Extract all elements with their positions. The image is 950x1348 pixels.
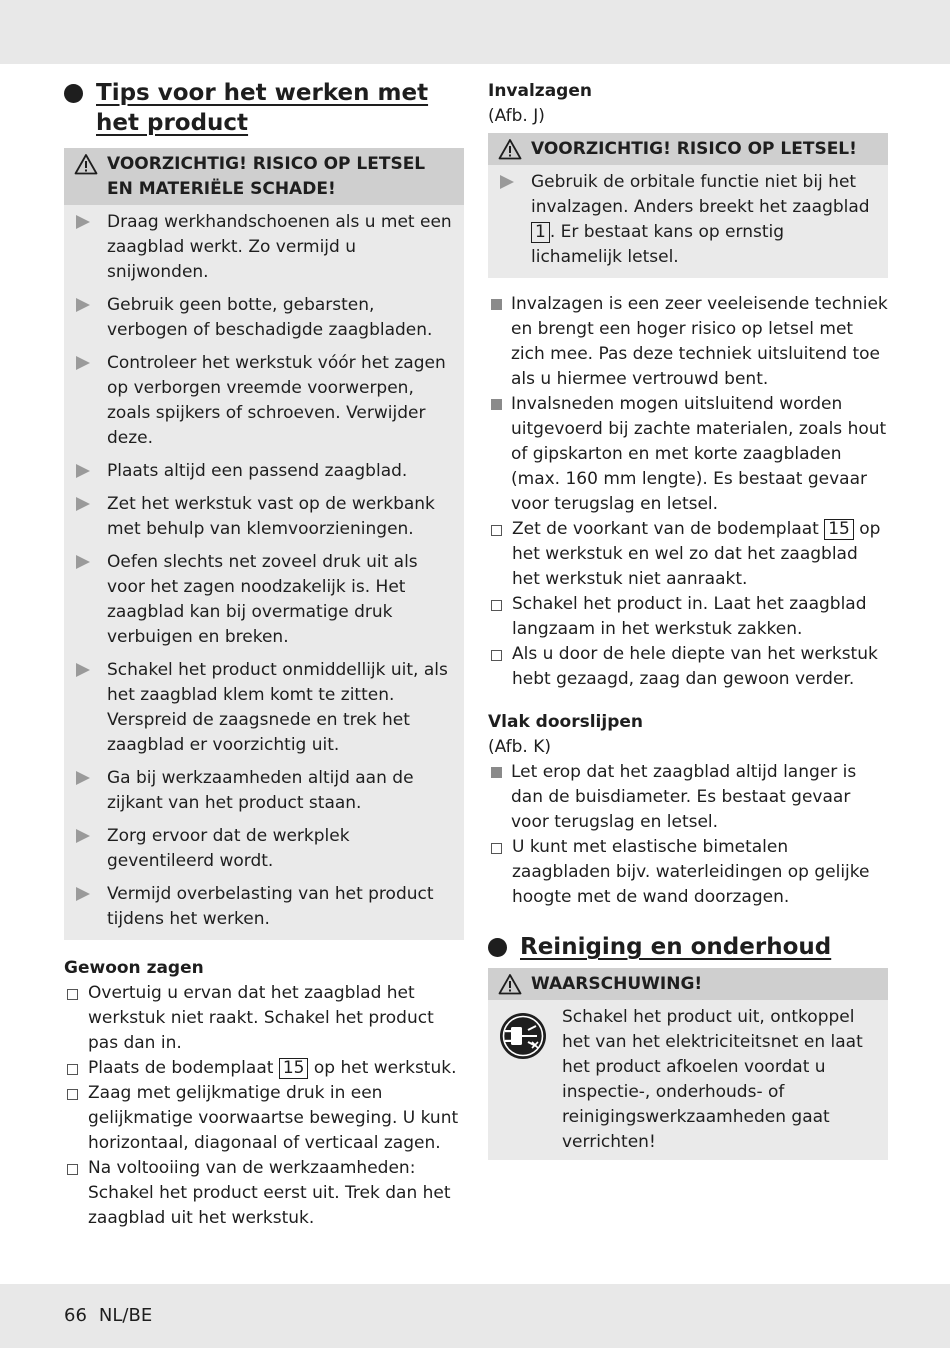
checkbox-bullet-icon [67,1089,78,1100]
checkbox-bullet-icon [491,525,502,536]
step-item [488,835,888,910]
step-item [488,592,888,642]
section-tips-heading [64,78,464,138]
note-item [488,760,888,835]
arrow-bullet-icon [76,298,90,312]
list-item [74,210,454,285]
warning-row [498,1005,878,1155]
step-text: Zaag met gelijkmatige druk in een gelijkmatige voorwaartse beweging. U kunt horizontaal, diagonaal of verticaal zagen. [88,1083,459,1153]
warning-text: Schakel het product uit, ontkoppel het van het elektriciteitsnet en laat het product afkoelen voordat u inspectie-, onderhouds- of reinigingswerkzaamheden gaat verrichten! [562,1007,863,1152]
list-item [74,459,454,484]
step-item [64,1156,464,1231]
step-text: Als u door de hele diepte van het werkstuk hebt gezaagd, zaag dan gewoon verder. [512,644,878,689]
arrow-bullet-icon [76,829,90,843]
list-item [74,293,454,343]
tip-text: Ga bij werkzaamheden altijd aan de zijkant van het product staan. [107,768,414,813]
arrow-bullet-icon [76,887,90,901]
caution-title: VOORZICHTIG! RISICO OP LETSEL EN MATERIËLE SCHADE! [107,154,426,199]
warning-triangle-icon [498,973,522,995]
figure-reference: (Afb. K) [488,737,552,757]
step-item [488,642,888,692]
tip-text: Controleer het werkstuk vóór het zagen op verborgen vreemde voorwerpen, zoals spijkers of schroeven. Verwijder deze. [107,353,446,448]
caution-title: VOORZICHTIG! RISICO OP LETSEL! [531,139,857,159]
invalzagen-list [488,292,888,692]
arrow-bullet-icon [500,175,514,189]
list-item [74,351,454,451]
arrow-bullet-icon [76,215,90,229]
arrow-bullet-icon [76,771,90,785]
right-column [488,79,888,1160]
section-cleaning-heading [488,932,888,962]
note-text: Invalzagen is een zeer veeleisende techniek en brengt een hoger risico op letsel met zich mee. Pas deze techniek uitsluitend toe als u hiermee vertrouwd bent. [511,294,888,389]
arrow-bullet-icon [76,464,90,478]
step-text-part: op het werkstuk en wel zo dat het zaagblad het werkstuk niet aanraakt. [512,519,881,589]
square-bullet-icon [491,299,502,310]
note-text: Let erop dat het zaagblad altijd langer is dan de buisdiameter. Es bestaat gevaar voor terugslag en letsel. [511,762,857,832]
tip-text: Vermijd overbelasting van het product tijdens het werken. [107,884,434,929]
step-text [512,517,888,592]
step-text-part: op het werkstuk. [313,1058,457,1078]
caution-body [64,205,464,940]
tip-text: Schakel het product onmiddellijk uit, als het zaagblad klem komt te zitten. [107,660,448,705]
note-text: Invalsneden mogen uitsluitend worden uitgevoerd bij zachte materialen, zoals hout of gipskarton en met korte zaagbladen (max. 160 mm lengte). Es bestaat gevaar voor terugslag en letsel. [511,394,887,514]
part-reference-badge: 1 [531,222,550,243]
checkbox-bullet-icon [67,989,78,1000]
list-item [498,170,878,270]
step-item [488,517,888,592]
arrow-bullet-icon [76,356,90,370]
tip-text-group [107,658,454,758]
step-item [64,981,464,1056]
tip-text: Zet het werkstuk vast op de werkbank met behulp van klemvoorzieningen. [107,494,435,539]
tip-text: Oefen slechts net zoveel druk uit als voor het zagen noodzakelijk is. Het zaagblad kan bij overmatige druk verbuigen en breken. [107,552,418,647]
caution-body [488,165,888,278]
tip-text: Zorg ervoor dat de werkplek geventileerd wordt. [107,826,350,871]
unplug-icon [498,1011,548,1061]
step-text: Schakel het product in. Laat het zaagblad langzaam in het werkstuk zakken. [512,594,867,639]
note-item [488,392,888,517]
list-item [74,658,454,758]
step-text: Na voltooiing van de werkzaamheden: Schakel het product eerst uit. Trek dan het zaagblad uit het werkstuk. [88,1158,451,1228]
top-band [0,0,950,64]
square-bullet-icon [491,767,502,778]
list-item [74,492,454,542]
step-text: U kunt met elastische bimetalen zaagbladen bijv. waterleidingen op gelijke hoogte met de wand doorzagen. [512,837,870,907]
warning-title: WAARSCHUWING! [531,974,703,994]
step-text [88,1056,464,1081]
checkbox-bullet-icon [67,1064,78,1075]
checkbox-bullet-icon [491,650,502,661]
arrow-bullet-icon [76,663,90,677]
part-reference-badge: 15 [279,1058,309,1079]
list-item [74,824,454,874]
checkbox-bullet-icon [491,600,502,611]
caution-text-part: . Er bestaat kans op ernstig lichamelijk letsel. [531,222,785,267]
bullet-dot-icon [64,84,83,103]
section-title: Tips voor het werken met het product [96,80,429,136]
section-title: Reiniging en onderhoud [520,934,832,960]
page-number: 66 [64,1305,87,1326]
vlak-doorslijpen-heading: Vlak doorslijpen [488,712,643,732]
warning-triangle-icon [498,138,522,160]
arrow-bullet-icon [76,497,90,511]
step-item [64,1056,464,1081]
step-text-part: Plaats de bodemplaat [88,1058,274,1078]
step-text: Overtuig u ervan dat het zaagblad het werkstuk niet raakt. Schakel het product pas dan in. [88,983,434,1053]
caution-header [488,133,888,165]
step-text-part: Zet de voorkant van de bodemplaat [512,519,819,539]
warning-body [488,1000,888,1160]
note-item [488,292,888,392]
tip-text: Gebruik geen botte, gebarsten, verbogen of beschadigde zaagbladen. [107,295,433,340]
left-column [64,78,464,1231]
invalzagen-heading: Invalzagen [488,81,592,101]
figure-reference: (Afb. J) [488,106,545,126]
checkbox-bullet-icon [67,1164,78,1175]
page-footer [64,1305,152,1326]
bullet-dot-icon [488,938,507,957]
tip-text: Verspreid de zaagsnede en trek het zaagblad er voorzichtig uit. [107,710,410,755]
arrow-bullet-icon [76,555,90,569]
warning-header [488,968,888,1000]
warning-triangle-icon [74,153,98,175]
list-item [74,550,454,650]
tip-text: Draag werkhandschoenen als u met een zaagblad werkt. Zo vermijd u snijwonden. [107,212,452,282]
tip-text: Plaats altijd een passend zaagblad. [107,461,408,481]
gewoon-zagen-heading: Gewoon zagen [64,958,204,978]
list-item [74,882,454,932]
checkbox-bullet-icon [491,843,502,854]
part-reference-badge: 15 [824,519,854,540]
step-item [64,1081,464,1156]
square-bullet-icon [491,399,502,410]
caution-header [64,148,464,205]
caution-text-part: Gebruik de orbitale functie niet bij het invalzagen. Anders breekt het zaagblad [531,172,870,217]
locale-label: NL/BE [98,1305,153,1326]
caution-text [531,170,878,270]
list-item [74,766,454,816]
